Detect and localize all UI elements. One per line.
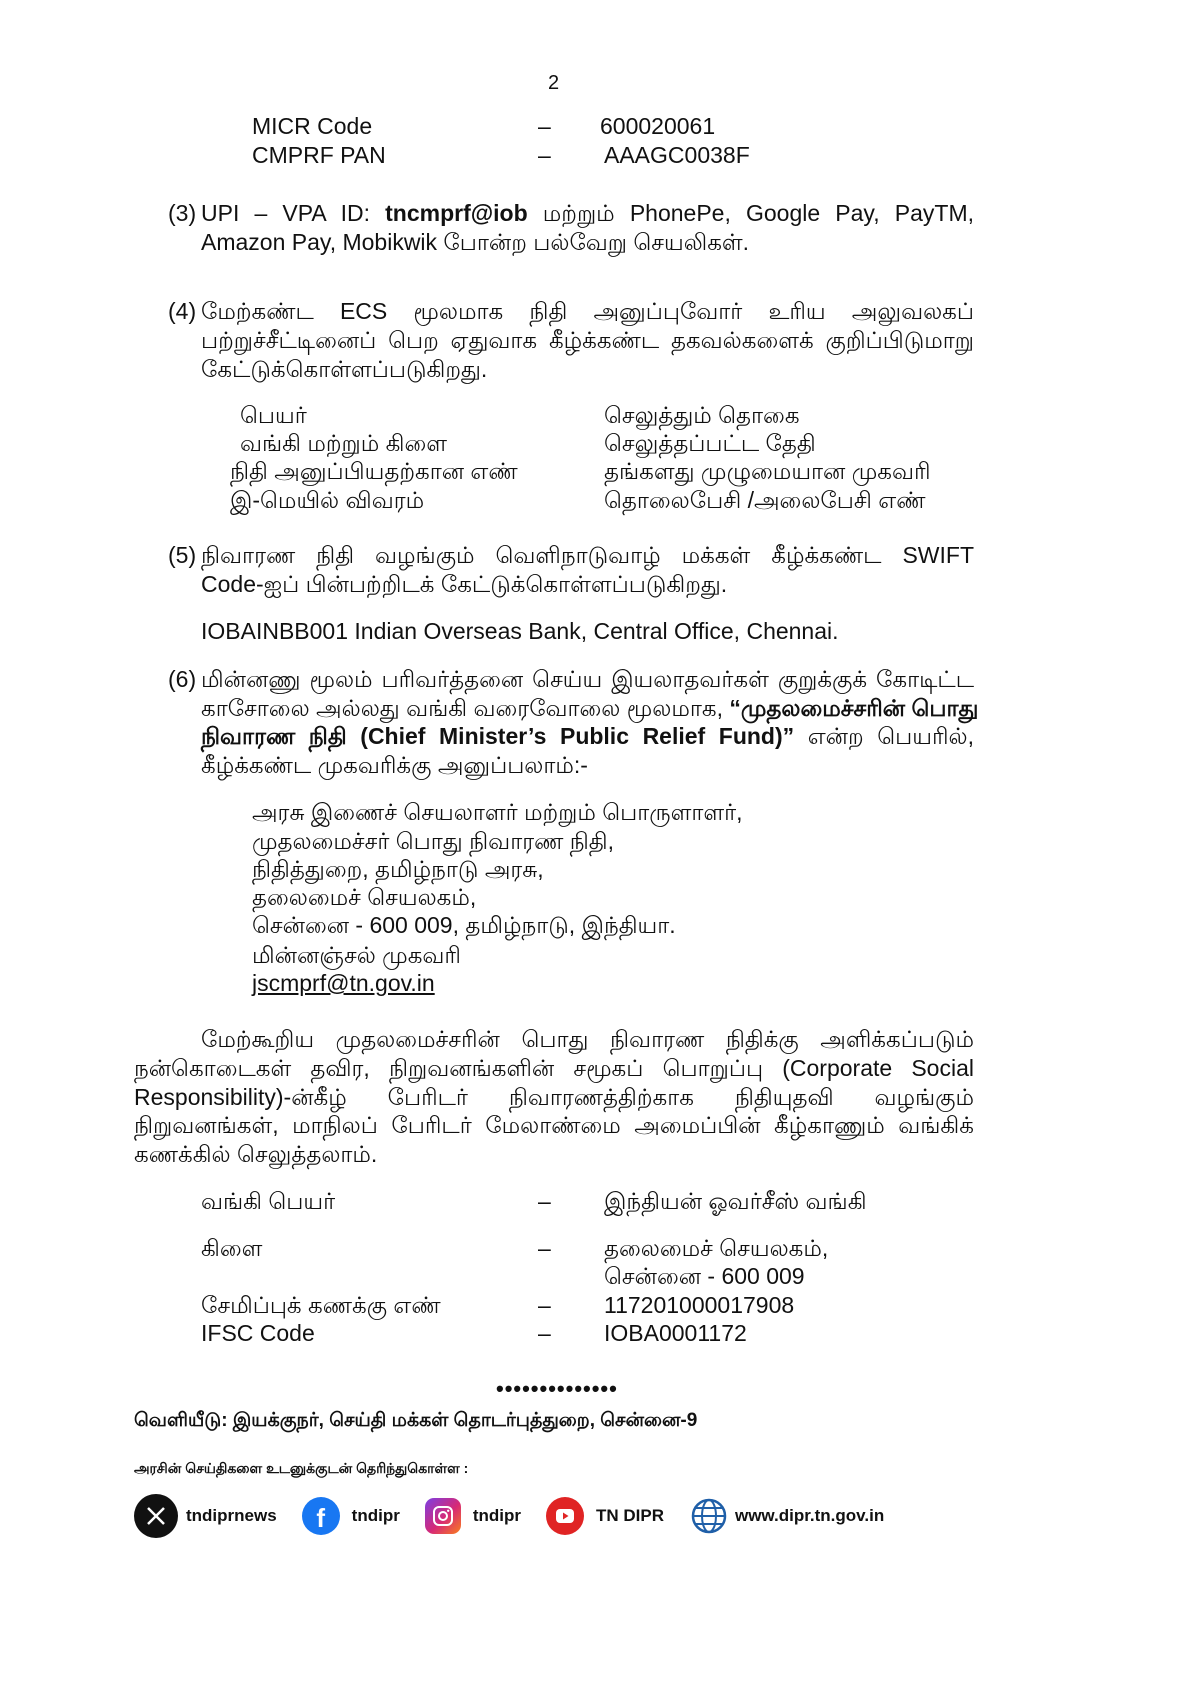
item4-line3: கேட்டுக்கொள்ளப்படுகிறது.: [201, 356, 488, 382]
address-line-5: சென்னை - 600 009, தமிழ்நாடு, இந்தியா.: [252, 912, 676, 938]
pan-label: CMPRF PAN: [252, 142, 386, 168]
release-line: வெளியீடு: இயக்குநர், செய்தி மக்கள் தொடர்புத்துறை, சென்னை-9: [134, 1410, 698, 1431]
bank-name-value: இந்தியன் ஓவர்சீஸ் வங்கி: [604, 1188, 867, 1214]
item6-line2: [201, 693, 979, 723]
address-line-2: முதலமைச்சர் பொது நிவாரண நிதி,: [252, 828, 615, 854]
pan-value: AAAGC0038F: [604, 142, 750, 168]
csr-line-2: நன்கொடைகள் தவிர, நிறுவனங்களின் சமூகப் பொறுப்பு (Corporate Social: [134, 1055, 974, 1081]
email-link[interactable]: jscmprf@tn.gov.in: [252, 970, 435, 996]
item3-line1-rest: மற்றும் PhonePe, Google Pay, PayTM,: [527, 200, 974, 226]
field-right-2: செலுத்தப்பட்ட தேதி: [604, 430, 816, 456]
branch-value-line1: தலைமைச் செயலகம்,: [604, 1235, 829, 1261]
item3-line2: Amazon Pay, Mobikwik போன்ற பல்வேறு செயலிகள்.: [201, 229, 750, 255]
social-facebook[interactable]: [302, 1497, 400, 1535]
micr-separator: –: [538, 113, 551, 139]
account-number-value: 117201000017908: [604, 1292, 795, 1318]
item6-line2-pre: காசோலை அல்லது வங்கி வரைவோலை மூலமாக,: [201, 695, 730, 721]
fund-name-quote-start: “முதலமைச்சரின் பொது: [729, 695, 979, 721]
item6-line4: கீழ்க்கண்ட முகவரிக்கு அனுப்பலாம்:-: [201, 752, 588, 778]
field-right-4: தொலைபேசி /அலைபேசி எண்: [604, 487, 926, 513]
ifsc-value: IOBA0001172: [604, 1320, 747, 1346]
item6-line3-rest: என்ற பெயரில்,: [794, 723, 974, 749]
branch-separator: –: [538, 1235, 551, 1261]
globe-icon: [689, 1496, 729, 1536]
page-number: 2: [548, 72, 560, 94]
instagram-handle: tndipr: [472, 1506, 521, 1525]
branch-label: கிளை: [201, 1235, 263, 1261]
csr-line-5: கணக்கில் செலுத்தலாம்.: [134, 1141, 378, 1167]
website-handle: www.dipr.tn.gov.in: [734, 1506, 885, 1525]
item4-number: (4): [168, 298, 197, 324]
item4-line2: பற்றுச்சீட்டினைப் பெற ஏதுவாக கீழ்க்கண்ட தகவல்களைக் குறிப்பிடுமாறு: [201, 327, 974, 353]
micr-value: 600020061: [600, 113, 716, 139]
social-x[interactable]: [134, 1494, 277, 1538]
account-number-separator: –: [538, 1292, 551, 1318]
csr-line-3: Responsibility)-ன்கீழ் பேரிடர் நிவாரணத்திற்காக நிதியுதவி வழங்கும்: [134, 1084, 974, 1110]
x-handle: tndiprnews: [186, 1506, 277, 1525]
branch-value-line2: சென்னை - 600 009: [604, 1263, 805, 1289]
micr-label: MICR Code: [252, 113, 373, 139]
item6-number: (6): [168, 666, 197, 692]
youtube-icon: [546, 1497, 584, 1535]
field-right-3: தங்களது முழுமையான முகவரி: [604, 458, 931, 484]
field-left-1: பெயர்: [240, 402, 307, 428]
csr-line-4: நிறுவனங்கள், மாநிலப் பேரிடர் மேலாண்மை அமைப்பின் கீழ்காணும் வங்கிக்: [134, 1112, 974, 1138]
item3-line1: [201, 198, 974, 228]
follow-line: அரசின் செய்திகளை உடனுக்குடன் தெரிந்துகொள்ள :: [134, 1460, 469, 1476]
address-line-3: நிதித்துறை, தமிழ்நாடு அரசு,: [252, 856, 544, 882]
facebook-handle: tndipr: [351, 1506, 400, 1525]
item5-line2: Code-ஐப் பின்பற்றிடக் கேட்டுக்கொள்ளப்படுகிறது.: [201, 571, 728, 597]
social-youtube[interactable]: [546, 1497, 664, 1535]
facebook-icon: f: [302, 1497, 340, 1535]
social-row: [134, 1494, 884, 1538]
swift-code-line: IOBAINBB001 Indian Overseas Bank, Central Office, Chennai.: [201, 618, 839, 644]
separator-dots: ••••••••••••••: [496, 1376, 618, 1401]
bank-name-label: வங்கி பெயர்: [201, 1188, 336, 1214]
item3-number: (3): [168, 200, 197, 226]
field-left-4: இ-மெயில் விவரம்: [230, 487, 425, 513]
address-line-4: தலைமைச் செயலகம்,: [252, 884, 477, 910]
vpa-id: tncmprf@iob: [385, 200, 528, 226]
pan-separator: –: [538, 142, 551, 168]
social-instagram[interactable]: [425, 1498, 521, 1534]
csr-line-1: மேற்கூறிய முதலமைச்சரின் பொது நிவாரண நிதிக்கு அளிக்கப்படும்: [201, 1026, 974, 1052]
ifsc-separator: –: [538, 1320, 551, 1346]
email-label: மின்னஞ்சல் முகவரி: [252, 942, 461, 968]
instagram-icon: [425, 1498, 461, 1534]
item4-line1: மேற்கண்ட ECS மூலமாக நிதி அனுப்புவோர் உரிய அலுவலகப்: [201, 298, 974, 324]
bank-name-separator: –: [538, 1188, 551, 1214]
item5-number: (5): [168, 542, 197, 568]
ifsc-label: IFSC Code: [201, 1320, 315, 1346]
youtube-handle: TN DIPR: [595, 1506, 664, 1525]
item6-line1: மின்னணு மூலம் பரிவர்த்தனை செய்ய இயலாதவர்கள் குறுக்குக் கோடிட்ட: [201, 666, 974, 692]
address-line-1: அரசு இணைச் செயலாளர் மற்றும் பொருளாளர்,: [252, 799, 743, 825]
item5-line1: நிவாரண நிதி வழங்கும் வெளிநாடுவாழ் மக்கள் கீழ்க்கண்ட SWIFT: [201, 542, 974, 568]
x-logo-icon: [134, 1494, 178, 1538]
item6-line3: [201, 721, 974, 751]
field-right-1: செலுத்தும் தொகை: [604, 402, 800, 428]
fund-name-bold: நிவாரண நிதி (Chief Minister’s Public Relief Fund)”: [201, 723, 795, 749]
item3-prefix: UPI – VPA ID:: [201, 200, 386, 226]
field-left-2: வங்கி மற்றும் கிளை: [240, 430, 448, 456]
social-website[interactable]: [689, 1496, 884, 1536]
account-number-label: சேமிப்புக் கணக்கு எண்: [201, 1292, 441, 1318]
field-left-3: நிதி அனுப்பியதற்கான எண்: [230, 458, 518, 484]
